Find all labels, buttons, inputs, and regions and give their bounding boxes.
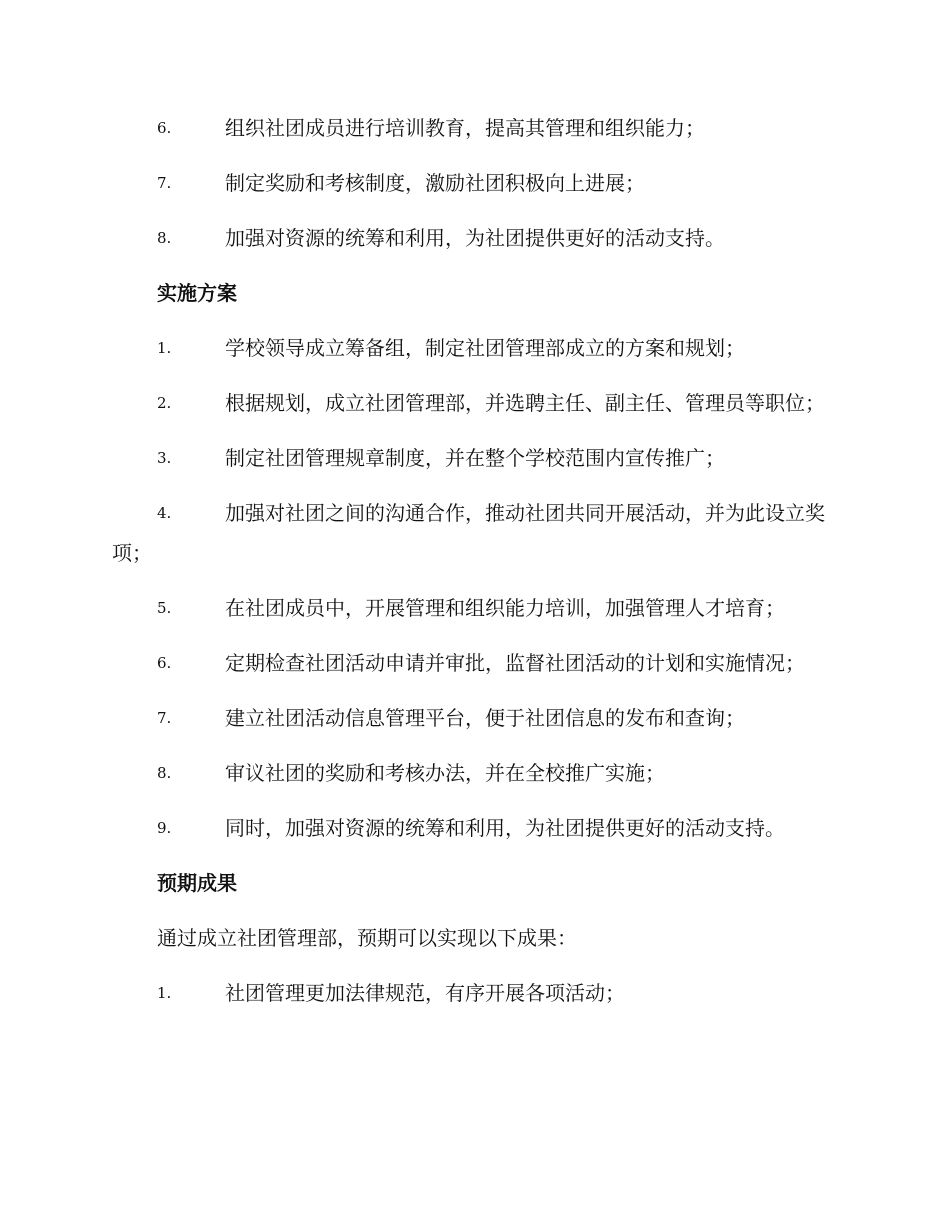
list-item-text: 组织社团成员进行培训教育，提高其管理和组织能力； (225, 116, 705, 140)
list-item (112, 698, 852, 738)
list-item-number: 3. (157, 449, 172, 467)
list-item (112, 163, 852, 203)
list-item (112, 753, 852, 793)
list-item-text: 定期检查社团活动申请并审批，监督社团活动的计划和实施情况； (225, 651, 805, 675)
list-item-text: 加强对资源的统筹和利用，为社团提供更好的活动支持。 (225, 226, 725, 250)
list-item-number: 4. (157, 504, 172, 522)
list-item (112, 328, 852, 368)
list-item-number: 6. (157, 654, 172, 672)
list-item-text: 建立社团活动信息管理平台，便于社团信息的发布和查询； (225, 706, 745, 730)
list-item (112, 438, 852, 478)
list-item (112, 588, 852, 628)
document-content (112, 108, 852, 1028)
list-item-text: 制定奖励和考核制度，激励社团积极向上进展； (225, 171, 645, 195)
list-item (112, 493, 852, 573)
section-heading-implementation: 实施方案 (157, 281, 237, 305)
list-item-number: 2. (157, 394, 172, 412)
list-item-number: 6. (157, 119, 172, 137)
list-item-text: 审议社团的奖励和考核办法，并在全校推广实施； (225, 761, 665, 785)
list-item-text: 加强对社团之间的沟通合作，推动社团共同开展活动，并为此设立奖项； (112, 501, 825, 565)
list-item-number: 1. (157, 339, 172, 357)
section-intro: 通过成立社团管理部，预期可以实现以下成果： (157, 926, 577, 950)
list-item-number: 5. (157, 599, 172, 617)
list-item-number: 8. (157, 764, 172, 782)
list-item-text: 社团管理更加法律规范，有序开展各项活动； (225, 981, 625, 1005)
list-item-number: 8. (157, 229, 172, 247)
section-heading-expected-results: 预期成果 (157, 871, 237, 895)
list-item (112, 383, 852, 423)
list-item (112, 218, 852, 258)
list-item (112, 973, 852, 1013)
list-item-number: 9. (157, 819, 172, 837)
list-item-text: 根据规划，成立社团管理部，并选聘主任、副主任、管理员等职位； (225, 391, 825, 415)
list-item-text: 在社团成员中，开展管理和组织能力培训，加强管理人才培育； (225, 596, 785, 620)
list-item-text: 同时，加强对资源的统筹和利用，为社团提供更好的活动支持。 (225, 816, 785, 840)
list-item-number: 1. (157, 984, 172, 1002)
list-item (112, 643, 852, 683)
list-item (112, 108, 852, 148)
list-item-text: 学校领导成立筹备组，制定社团管理部成立的方案和规划； (225, 336, 745, 360)
list-item-text: 制定社团管理规章制度，并在整个学校范围内宣传推广； (225, 446, 725, 470)
list-item (112, 808, 852, 848)
list-item-number: 7. (157, 174, 172, 192)
list-item-number: 7. (157, 709, 172, 727)
